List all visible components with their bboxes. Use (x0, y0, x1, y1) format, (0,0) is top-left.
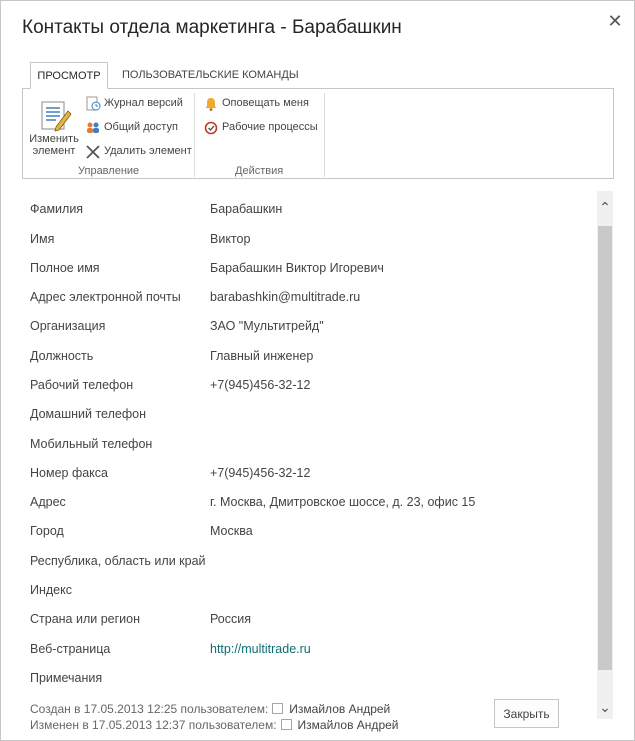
users-icon (85, 120, 101, 136)
field-row (30, 495, 590, 515)
field-value: Виктор (210, 232, 251, 246)
presence-icon (281, 719, 292, 730)
field-value: +7(945)456-32-12 (210, 466, 311, 480)
field-row (30, 261, 590, 281)
group-label-manage: Управление (78, 165, 140, 177)
field-row (30, 642, 590, 662)
chevron-down-icon[interactable]: ⌄ (599, 699, 611, 715)
created-user[interactable]: Измайлов Андрей (289, 702, 391, 716)
delete-item-label: Удалить элемент (104, 145, 192, 157)
modified-user[interactable]: Измайлов Андрей (297, 718, 399, 732)
field-label: Республика, область или край (30, 554, 206, 568)
field-value: Барабашкин Виктор Игоревич (210, 261, 384, 275)
field-row (30, 612, 590, 632)
field-value: г. Москва, Дмитровское шоссе, д. 23, офис 15 (210, 495, 476, 509)
field-row (30, 524, 590, 544)
field-row (30, 437, 590, 457)
email-value: barabashkin@multitrade.ru (210, 290, 361, 304)
field-row (30, 202, 590, 222)
ribbon-separator (324, 93, 325, 177)
field-label: Домашний телефон (30, 407, 146, 421)
edit-item-button[interactable] (27, 97, 81, 159)
field-value: Россия (210, 612, 251, 626)
field-label: Фамилия (30, 202, 84, 216)
field-row (30, 554, 590, 574)
field-row (30, 466, 590, 486)
presence-icon (272, 703, 283, 714)
field-label: Веб-страница (30, 642, 111, 656)
field-row (30, 319, 590, 339)
workflow-icon (203, 120, 219, 136)
field-row (30, 407, 590, 427)
group-label-actions: Действия (235, 165, 284, 177)
field-value: Барабашкин (210, 202, 283, 216)
vertical-scrollbar[interactable] (597, 191, 613, 719)
edit-item-icon (38, 99, 72, 133)
chevron-up-icon[interactable]: ⌃ (599, 199, 611, 215)
modified-info (30, 718, 399, 732)
alert-me-label: Оповещать меня (222, 97, 309, 109)
modified-text: Изменен в 17.05.2013 12:37 пользователем: (30, 718, 277, 732)
field-row (30, 232, 590, 252)
web-page-link[interactable]: http://multitrade.ru (210, 642, 311, 656)
tab-custom-commands[interactable]: ПОЛЬЗОВАТЕЛЬСКИЕ КОМАНДЫ (122, 69, 299, 81)
tab-view[interactable]: ПРОСМОТР (30, 62, 108, 89)
ribbon (22, 88, 614, 179)
edit-item-label-1: Изменить (29, 133, 79, 145)
created-text: Создан в 17.05.2013 12:25 пользователем: (30, 702, 269, 716)
ribbon-separator (194, 93, 195, 177)
version-history-label: Журнал версий (104, 97, 183, 109)
field-row (30, 583, 590, 603)
field-label: Примечания (30, 671, 103, 685)
field-label: Имя (30, 232, 55, 246)
dialog-title: Контакты отдела маркетинга - Барабашкин (22, 17, 402, 38)
field-value: ЗАО "Мультитрейд" (210, 319, 324, 333)
field-row (30, 671, 590, 691)
field-row (30, 378, 590, 398)
field-value: +7(945)456-32-12 (210, 378, 311, 392)
field-value: Главный инженер (210, 349, 314, 363)
close-icon[interactable]: ✕ (607, 11, 623, 31)
close-button[interactable]: Закрыть (494, 699, 559, 728)
field-label: Адрес (30, 495, 66, 509)
field-label: Город (30, 524, 64, 538)
workflows-label: Рабочие процессы (222, 121, 318, 133)
field-label: Страна или регион (30, 612, 141, 626)
field-label: Полное имя (30, 261, 100, 275)
field-label: Мобильный телефон (30, 437, 153, 451)
field-label: Рабочий телефон (30, 378, 134, 392)
field-label: Номер факса (30, 466, 108, 480)
edit-item-label-2: элемент (32, 145, 76, 157)
field-label: Индекс (30, 583, 72, 597)
created-info (30, 702, 390, 716)
field-label: Адрес электронной почты (30, 290, 181, 304)
shared-with-label: Общий доступ (104, 121, 178, 133)
field-row (30, 349, 590, 369)
delete-x-icon (85, 144, 101, 160)
field-value: Москва (210, 524, 253, 538)
field-label: Организация (30, 319, 106, 333)
field-label: Должность (30, 349, 94, 363)
scrollbar-thumb[interactable] (598, 226, 612, 670)
bell-icon (203, 96, 219, 112)
version-history-icon (85, 96, 101, 112)
field-row (30, 290, 590, 310)
